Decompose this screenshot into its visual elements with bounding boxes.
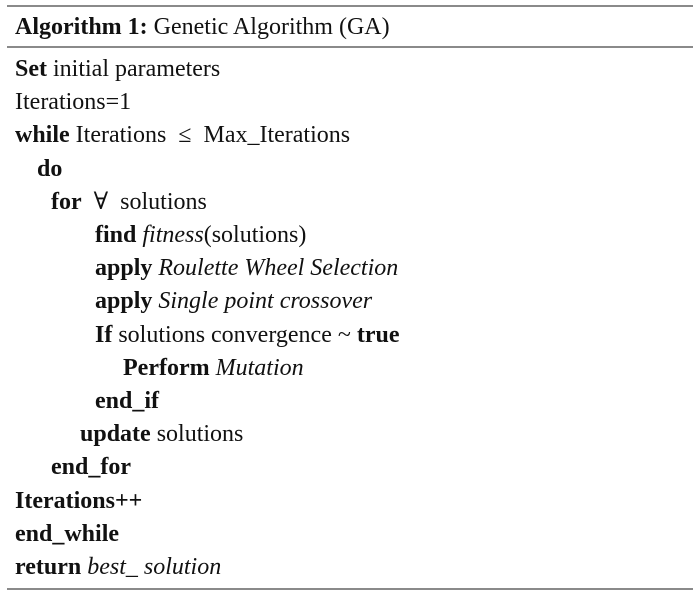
pseudocode-line: [95, 386, 159, 416]
italic-term: Single point crossover: [158, 288, 373, 314]
code-text: solutions convergence ~: [112, 322, 357, 348]
italic-term: best_ solution: [87, 554, 222, 580]
pseudocode-line: [51, 452, 131, 482]
keyword: Set: [15, 56, 47, 82]
keyword: end_for: [51, 454, 131, 480]
pseudocode-line: [15, 486, 142, 516]
italic-term: fitness: [142, 222, 204, 248]
pseudocode-line: [15, 54, 220, 84]
keyword: update: [80, 421, 151, 447]
code-text: (solutions): [203, 222, 307, 248]
keyword: find: [95, 222, 137, 248]
keyword: Iterations++: [15, 488, 143, 514]
code-text: ∀ solutions: [81, 189, 207, 215]
pseudocode-line: [95, 220, 306, 250]
pseudocode-line: [95, 286, 372, 316]
pseudocode-line: [15, 87, 131, 117]
algorithm-title-name: Genetic Algorithm (GA): [153, 14, 390, 40]
top-rule: [7, 5, 693, 7]
keyword: Perform: [123, 355, 210, 381]
header-rule: [7, 46, 693, 48]
code-text: Iterations=1: [15, 89, 132, 115]
keyword: If: [95, 322, 113, 348]
keyword: apply: [95, 255, 153, 281]
keyword: end_if: [95, 388, 160, 414]
pseudocode-line: [123, 353, 304, 383]
pseudocode-line: [95, 253, 398, 283]
bottom-rule: [7, 588, 693, 590]
keyword: return: [15, 554, 82, 580]
keyword: do: [37, 156, 63, 182]
code-text: initial parameters: [47, 56, 221, 82]
pseudocode-line: [51, 187, 207, 217]
code-text: Iterations ≤ Max_Iterations: [69, 122, 351, 148]
code-text: solutions: [150, 421, 244, 447]
algorithm-title-label: Algorithm 1:: [15, 14, 148, 40]
keyword: end_while: [15, 521, 120, 547]
pseudocode-line: [80, 419, 243, 449]
pseudocode-line: [37, 154, 62, 184]
keyword: for: [51, 189, 82, 215]
pseudocode-line: [95, 320, 400, 350]
keyword: while: [15, 122, 70, 148]
keyword: true: [356, 322, 400, 348]
pseudocode-line: [15, 552, 221, 582]
pseudocode-line: [15, 519, 119, 549]
italic-term: Mutation: [215, 355, 304, 381]
keyword: apply: [95, 288, 153, 314]
algorithm-title: [15, 12, 390, 42]
italic-term: Roulette Wheel Selection: [158, 255, 399, 281]
pseudocode-line: [15, 120, 350, 150]
